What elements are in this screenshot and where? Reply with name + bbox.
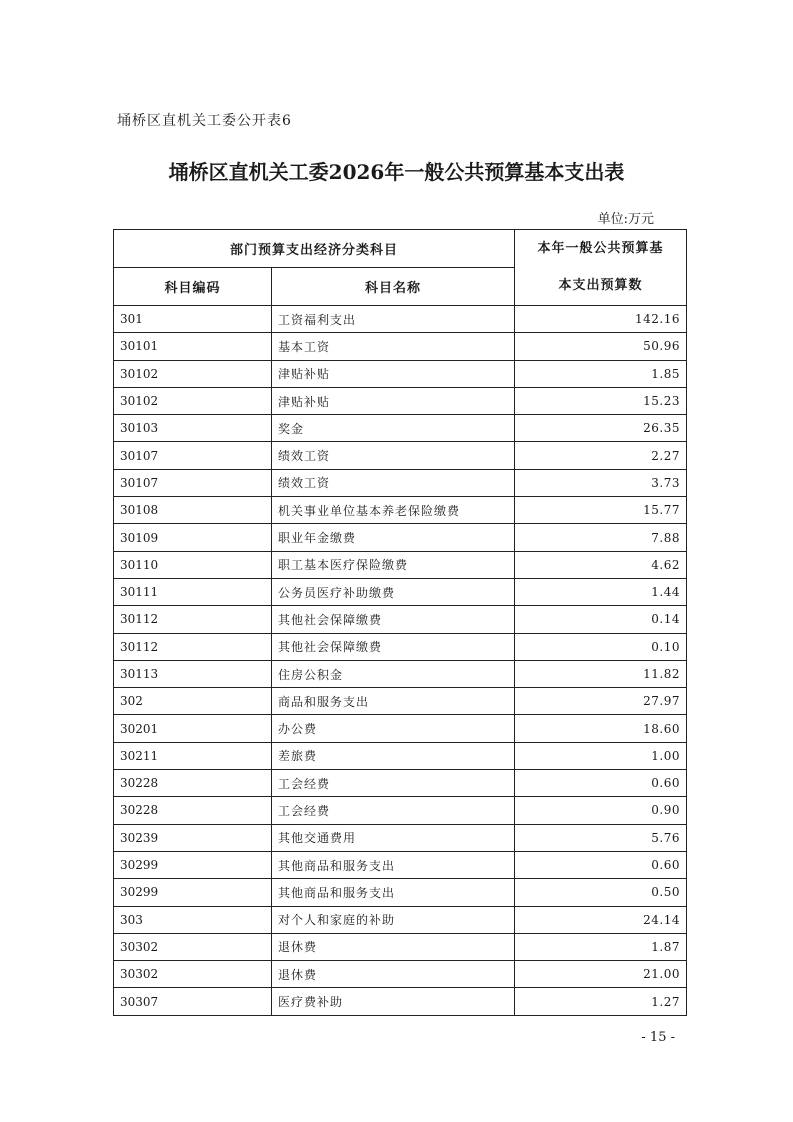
code-cell: 30112 [114, 633, 272, 660]
code-cell: 30107 [114, 442, 272, 469]
table-row [114, 387, 687, 414]
name-cell: 工资福利支出 [272, 306, 515, 333]
table-row [114, 551, 687, 578]
name-column-header: 科目名称 [272, 268, 515, 306]
code-cell: 30113 [114, 660, 272, 687]
code-cell: 30239 [114, 824, 272, 851]
table-row [114, 988, 687, 1015]
name-cell: 退休费 [272, 933, 515, 960]
page-title: 埇桥区直机关工委2026年一般公共预算基本支出表 [168, 160, 625, 184]
name-cell: 津贴补贴 [272, 387, 515, 414]
name-cell: 其他交通费用 [272, 824, 515, 851]
name-cell: 办公费 [272, 715, 515, 742]
amount-cell: 5.76 [515, 824, 687, 851]
amount-cell: 1.27 [515, 988, 687, 1015]
code-cell: 30299 [114, 851, 272, 878]
amount-cell: 11.82 [515, 660, 687, 687]
name-cell: 公务员医疗补助缴费 [272, 578, 515, 605]
budget-table [113, 229, 687, 1016]
table-row [114, 606, 687, 633]
code-cell: 301 [114, 306, 272, 333]
amount-cell: 21.00 [515, 961, 687, 988]
amount-cell: 1.87 [515, 933, 687, 960]
name-cell: 其他商品和服务支出 [272, 879, 515, 906]
name-cell: 其他社会保障缴费 [272, 633, 515, 660]
table-row [114, 442, 687, 469]
table-row [114, 851, 687, 878]
table-row [114, 524, 687, 551]
code-cell: 30228 [114, 770, 272, 797]
amount-cell: 142.16 [515, 306, 687, 333]
code-cell: 30302 [114, 933, 272, 960]
code-cell: 30109 [114, 524, 272, 551]
name-cell: 退休费 [272, 961, 515, 988]
name-cell: 其他商品和服务支出 [272, 851, 515, 878]
code-cell: 30103 [114, 415, 272, 442]
amount-cell: 0.90 [515, 797, 687, 824]
amount-cell: 1.00 [515, 742, 687, 769]
table-row [114, 906, 687, 933]
amount-header-line2: 本支出预算数 [558, 278, 643, 293]
amount-cell: 4.62 [515, 551, 687, 578]
amount-cell: 7.88 [515, 524, 687, 551]
table-row [114, 961, 687, 988]
table-row [114, 469, 687, 496]
unit-label: 单位:万元 [597, 212, 654, 227]
amount-cell: 26.35 [515, 415, 687, 442]
code-cell: 30102 [114, 360, 272, 387]
table-row [114, 360, 687, 387]
table-row [114, 333, 687, 360]
name-cell: 其他社会保障缴费 [272, 606, 515, 633]
name-cell: 工会经费 [272, 797, 515, 824]
name-cell: 工会经费 [272, 770, 515, 797]
code-cell: 30201 [114, 715, 272, 742]
name-cell: 基本工资 [272, 333, 515, 360]
table-row [114, 415, 687, 442]
page-number: - 15 - [641, 1030, 675, 1045]
amount-cell: 1.44 [515, 578, 687, 605]
code-cell: 30211 [114, 742, 272, 769]
name-cell: 商品和服务支出 [272, 688, 515, 715]
group-header: 部门预算支出经济分类科目 [114, 230, 515, 268]
code-cell: 30111 [114, 578, 272, 605]
name-cell: 住房公积金 [272, 660, 515, 687]
amount-cell: 3.73 [515, 469, 687, 496]
table-row [114, 660, 687, 687]
code-cell: 30101 [114, 333, 272, 360]
amount-cell: 2.27 [515, 442, 687, 469]
name-cell: 对个人和家庭的补助 [272, 906, 515, 933]
code-cell: 30112 [114, 606, 272, 633]
name-cell: 职业年金缴费 [272, 524, 515, 551]
table-row [114, 497, 687, 524]
amount-cell: 15.77 [515, 497, 687, 524]
table-row [114, 933, 687, 960]
code-cell: 30108 [114, 497, 272, 524]
code-cell: 30299 [114, 879, 272, 906]
code-cell: 30307 [114, 988, 272, 1015]
table-row [114, 770, 687, 797]
code-cell: 303 [114, 906, 272, 933]
amount-cell: 24.14 [515, 906, 687, 933]
amount-header-line1: 本年一般公共预算基 [537, 241, 664, 256]
name-cell: 奖金 [272, 415, 515, 442]
code-cell: 30107 [114, 469, 272, 496]
amount-cell: 0.10 [515, 633, 687, 660]
table-row [114, 797, 687, 824]
amount-cell: 15.23 [515, 387, 687, 414]
table-row [114, 879, 687, 906]
amount-cell: 0.50 [515, 879, 687, 906]
code-column-header: 科目编码 [114, 268, 272, 306]
amount-cell: 50.96 [515, 333, 687, 360]
name-cell: 职工基本医疗保险缴费 [272, 551, 515, 578]
code-cell: 30110 [114, 551, 272, 578]
amount-cell: 1.85 [515, 360, 687, 387]
table-row [114, 688, 687, 715]
name-cell: 绩效工资 [272, 469, 515, 496]
name-cell: 津贴补贴 [272, 360, 515, 387]
table-row [114, 578, 687, 605]
table-row [114, 715, 687, 742]
code-cell: 302 [114, 688, 272, 715]
table-row [114, 306, 687, 333]
table-row [114, 633, 687, 660]
table-body [114, 306, 687, 1016]
table-row [114, 824, 687, 851]
table-row [114, 742, 687, 769]
amount-cell: 18.60 [515, 715, 687, 742]
code-cell: 30302 [114, 961, 272, 988]
name-cell: 医疗费补助 [272, 988, 515, 1015]
document-label: 埇桥区直机关工委公开表6 [117, 113, 292, 129]
name-cell: 差旅费 [272, 742, 515, 769]
name-cell: 绩效工资 [272, 442, 515, 469]
code-cell: 30102 [114, 387, 272, 414]
amount-cell: 0.14 [515, 606, 687, 633]
amount-column-header [515, 230, 687, 306]
name-cell: 机关事业单位基本养老保险缴费 [272, 497, 515, 524]
amount-cell: 0.60 [515, 770, 687, 797]
amount-cell: 27.97 [515, 688, 687, 715]
amount-cell: 0.60 [515, 851, 687, 878]
code-cell: 30228 [114, 797, 272, 824]
